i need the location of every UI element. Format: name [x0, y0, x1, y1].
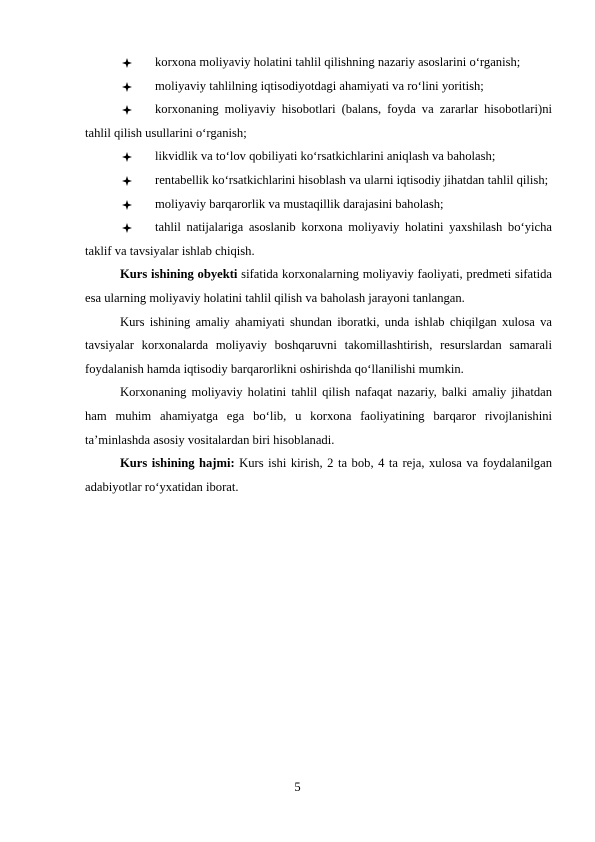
page-number: 5: [294, 780, 301, 794]
course-object-label: Kurs ishining obyekti: [120, 267, 238, 282]
course-object-paragraph: [85, 263, 552, 310]
bullet-text: korxonaning moliyaviy hisobotlari (balans, foyda va zararlar hisobotlari)ni tahlil qilish usullarini o‘rganish;: [85, 102, 552, 140]
course-volume-text: Kurs ishi kirish, 2 ta bob, 4 ta reja, xulosa va foydalanilgan adabiyotlar ro‘yxatidan iborat.: [85, 456, 552, 494]
bullet-item: [85, 145, 552, 169]
diamond-bullet-icon: [122, 176, 132, 186]
practical-significance-paragraph: Kurs ishining amaliy ahamiyati shundan iboratki, unda ishlab chiqilgan xulosa va tavsiyalar korxonalarda moliyaviy boshqaruvni takomillashtirish, resurslardan samarali foydalanish hamda iqtisodiy barqarorlikni oshirishda qo‘llanilishi mumkin.: [85, 314, 552, 376]
bullet-item: [85, 169, 552, 193]
bullet-text: likvidlik va to‘lov qobiliyati ko‘rsatkichlarini aniqlash va baholash;: [155, 149, 496, 164]
course-object-text: sifatida korxonalarning moliyaviy faoliyati, predmeti sifatida esa ularning moliyaviy holatini tahlil qilish va baholash jarayoni tanlangan.: [85, 267, 552, 305]
bullet-item: [85, 75, 552, 99]
diamond-bullet-icon: [122, 58, 132, 68]
bullet-text: moliyaviy tahlilning iqtisodiyotdagi ahamiyati va ro‘lini yoritish;: [155, 78, 484, 93]
page-content: [85, 51, 552, 499]
analysis-importance-paragraph: Korxonaning moliyaviy holatini tahlil qilish nafaqat nazariy, balki amaliy jihatdan ham muhim ahamiyatga ega bo‘lib, u korxona faoliyatining barqaror rivojlanishini ta’minlashda asosiy vositalardan biri hisoblanadi.: [85, 385, 552, 447]
diamond-bullet-icon: [122, 223, 132, 233]
bullet-item: [85, 193, 552, 217]
diamond-bullet-icon: [122, 82, 132, 92]
bullet-item: [85, 216, 552, 263]
bullet-text: korxona moliyaviy holatini tahlil qilishning nazariy asoslarini o‘rganish;: [155, 55, 521, 69]
diamond-bullet-icon: [122, 200, 132, 210]
bullet-item: [85, 98, 552, 145]
course-volume-paragraph: [85, 452, 552, 499]
bullet-text: moliyaviy barqarorlik va mustaqillik darajasini baholash;: [155, 196, 444, 211]
bullet-text: tahlil natijalariga asoslanib korxona moliyaviy holatini yaxshilash bo‘yicha taklif va tavsiyalar ishlab chiqish.: [85, 220, 552, 258]
bullet-item: [85, 51, 552, 75]
course-volume-label: Kurs ishining hajmi:: [120, 456, 235, 471]
diamond-bullet-icon: [122, 105, 132, 115]
diamond-bullet-icon: [122, 152, 132, 162]
bullet-text: rentabellik ko‘rsatkichlarini hisoblash va ularni iqtisodiy jihatdan tahlil qilish;: [155, 172, 549, 187]
